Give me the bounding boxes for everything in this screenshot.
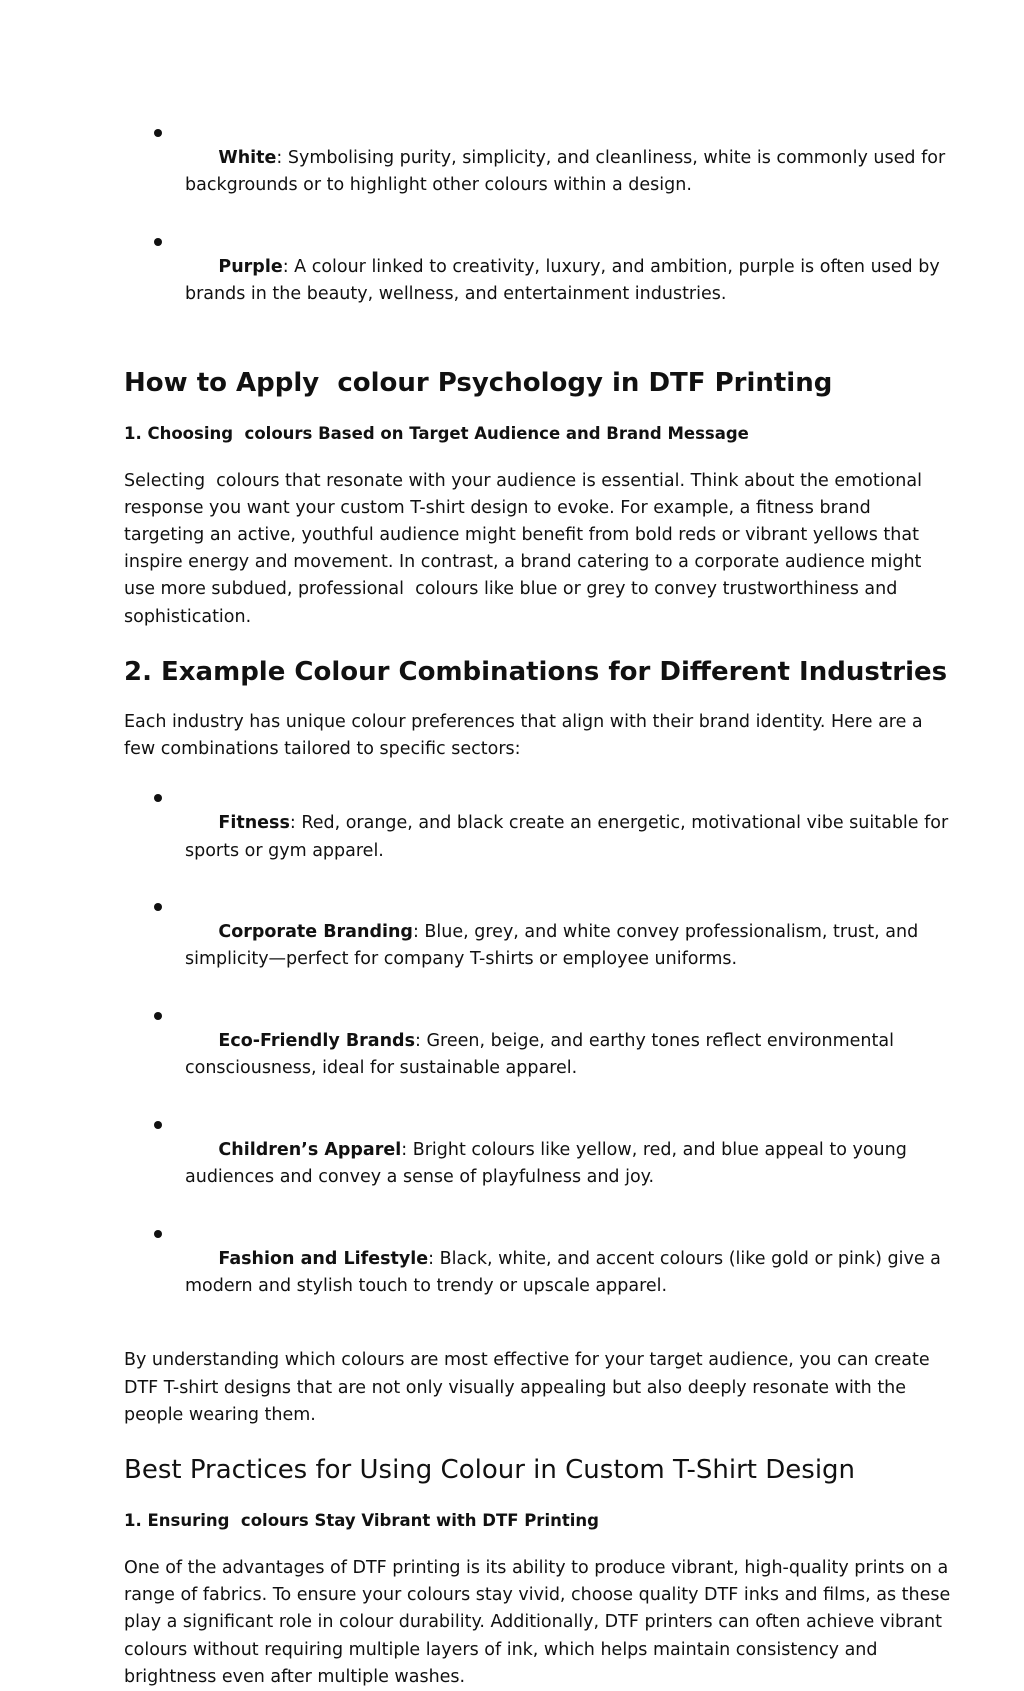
industry-combinations-list <box>124 783 954 1327</box>
list-item-term: Eco-Friendly Brands <box>218 1031 416 1052</box>
list-item-term: Fashion and Lifestyle <box>218 1248 429 1269</box>
list-item <box>124 118 954 227</box>
list-item <box>124 1001 954 1110</box>
section-subheading: 1. Choosing colours Based on Target Audience and Brand Message <box>124 423 749 443</box>
section-heading: 2. Example Colour Combinations for Different Industries <box>124 656 948 687</box>
body-paragraph: One of the advantages of DTF printing is its ability to produce vibrant, high-quality prints on a range of fabrics. To ensure your colours stay vivid, choose quality DTF inks and films, as these play a significant role in colour durability. Additionally, DTF printers can often achieve vibrant colours without requiring multiple layers of ink, which helps maintain consistency and brightness even after multiple washes. <box>124 1557 956 1687</box>
list-item-text: : Green, beige, and earthy tones reflect environmental consciousness, ideal for sustainable apparel. <box>185 1031 900 1079</box>
list-item <box>124 1110 954 1219</box>
list-item <box>124 1219 954 1328</box>
list-item-term: Corporate Branding <box>218 922 413 943</box>
body-paragraph: By understanding which colours are most effective for your target audience, you can create DTF T-shirt designs that are not only visually appealing but also deeply resonate with the people wearing them. <box>124 1350 936 1425</box>
bullet-icon <box>154 1012 162 1020</box>
colour-meaning-list <box>124 118 954 336</box>
body-paragraph: Each industry has unique colour preferences that align with their brand identity. Here are a few combinations tailored to specific sectors: <box>124 711 929 760</box>
list-item-term: Fitness <box>218 813 290 834</box>
list-item-text: : Symbolising purity, simplicity, and cleanliness, white is commonly used for backgrounds or to highlight other colours within a design. <box>185 148 951 196</box>
list-item <box>124 227 954 336</box>
list-item-text: : Red, orange, and black create an energetic, motivational vibe suitable for sports or gym apparel. <box>185 813 954 861</box>
section-heading: How to Apply colour Psychology in DTF Printing <box>124 367 833 398</box>
list-item-text: : Bright colours like yellow, red, and blue appeal to young audiences and convey a sense of playfulness and joy. <box>185 1139 913 1188</box>
list-item-text: : Blue, grey, and white convey professionalism, trust, and simplicity—perfect for company T-shirts or employee uniforms. <box>185 922 924 970</box>
body-paragraph: Selecting colours that resonate with your audience is essential. Think about the emotional response you want your custom T-shirt design to evoke. For example, a fitness brand targeting an active, youthful audience might benefit from bold reds or vibrant yellows that inspire energy and movement. In contrast, a brand catering to a corporate audience might use more subdued, professional colours like blue or grey to convey trustworthiness and sophistication. <box>124 470 928 627</box>
list-item-term: Purple <box>218 257 283 278</box>
document-page <box>124 118 954 1691</box>
bullet-icon <box>154 1230 162 1238</box>
bullet-icon <box>154 903 162 911</box>
bullet-icon <box>154 794 162 802</box>
list-item <box>124 892 954 1001</box>
section-heading: Best Practices for Using Colour in Custom T-Shirt Design <box>124 1454 856 1485</box>
list-item-term: Children’s Apparel <box>218 1139 402 1160</box>
bullet-icon <box>154 129 162 137</box>
section-subheading: 1. Ensuring colours Stay Vibrant with DTF Printing <box>124 1510 599 1530</box>
list-item-text: : Black, white, and accent colours (like gold or pink) give a modern and stylish touch to trendy or upscale apparel. <box>185 1248 947 1296</box>
bullet-icon <box>154 1121 162 1129</box>
list-item-term: White <box>218 148 277 169</box>
list-item-text: : A colour linked to creativity, luxury, and ambition, purple is often used by brands in the beauty, wellness, and entertainment industries. <box>185 257 946 305</box>
bullet-icon <box>154 238 162 246</box>
list-item <box>124 783 954 892</box>
